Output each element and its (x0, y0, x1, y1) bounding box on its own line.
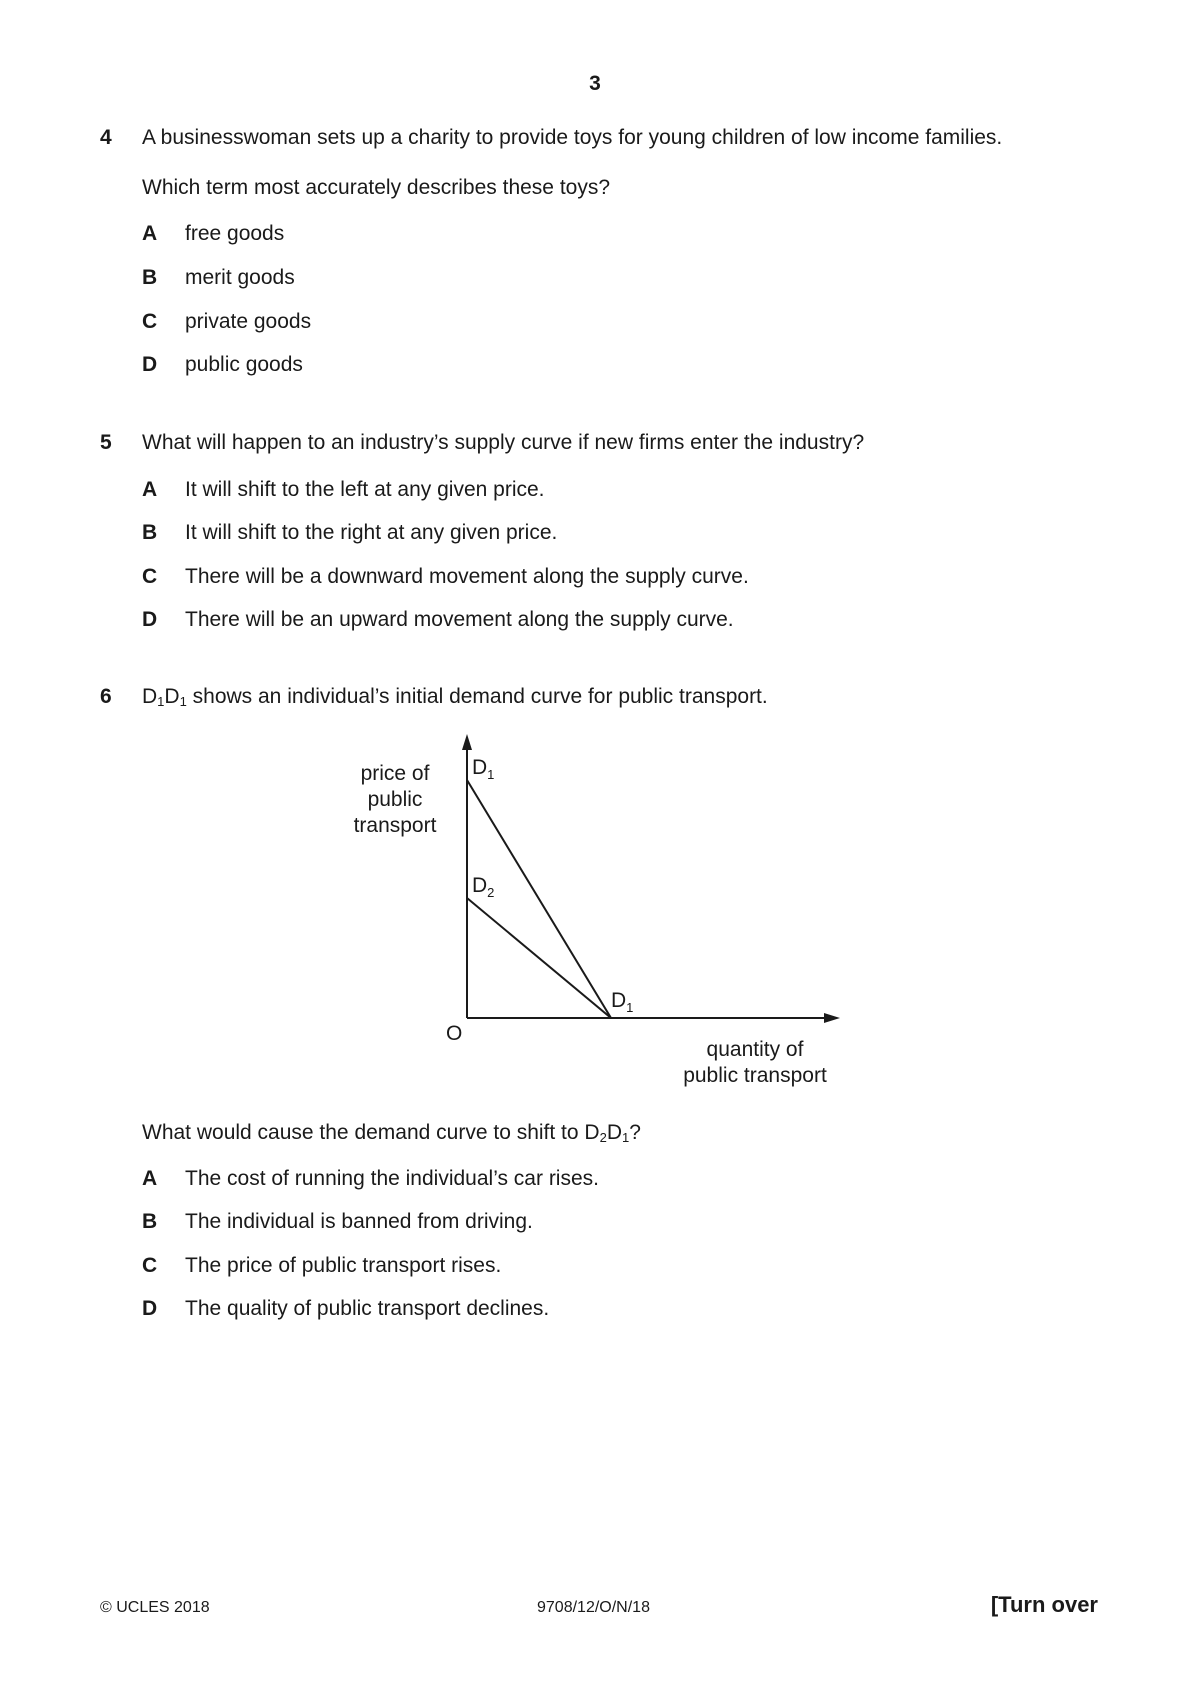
question-4-option-a-letter: A (142, 222, 158, 245)
y-axis-label-line-3: transport (353, 814, 437, 837)
stem-subscript: 1 (179, 694, 187, 709)
question-4-option-b-text: merit goods (185, 266, 295, 289)
y-axis-arrowhead (462, 734, 472, 750)
question-6-option-b-letter: B (142, 1210, 158, 1233)
footer-copyright: © UCLES 2018 (100, 1599, 210, 1616)
prompt-subscript: 2 (599, 1130, 607, 1145)
prompt-d-symbol: D (606, 1121, 622, 1144)
prompt-question-mark: ? (629, 1121, 641, 1144)
y-axis-label-line-1: price of (360, 762, 430, 785)
page-number: 3 (589, 72, 601, 95)
question-6-option-a-letter: A (142, 1167, 158, 1190)
origin-label: O (446, 1022, 463, 1045)
x-axis-label-line-2: public transport (683, 1064, 827, 1087)
question-5-option-c-text: There will be a downward movement along the supply curve. (185, 565, 749, 588)
d2-label: $D_2$ (472, 874, 495, 900)
question-6-option-d-letter: D (142, 1297, 158, 1320)
question-5-option-a-letter: A (142, 478, 158, 501)
stem-subscript: 1 (157, 694, 165, 709)
question-6-option-a-text: The cost of running the individual’s car rises. (185, 1167, 599, 1190)
stem-text: shows an individual’s initial demand curve for public transport. (186, 685, 768, 708)
prompt-text: What would cause the demand curve to shift to D (142, 1121, 600, 1144)
d1-top-label: $D_1$ (472, 756, 495, 782)
question-4-option-c-letter: C (142, 310, 158, 333)
question-6-prompt (142, 1121, 641, 1145)
question-4-number: 4 (100, 126, 112, 149)
question-5-option-b-text: It will shift to the right at any given price. (185, 521, 558, 544)
question-6-option-c-text: The price of public transport rises. (185, 1254, 502, 1277)
demand-curve-d2d1 (467, 898, 611, 1018)
question-4-option-c-text: private goods (185, 310, 312, 333)
question-4-option-d-letter: D (142, 353, 158, 376)
prompt-subscript: 1 (621, 1130, 630, 1145)
stem-d-symbol: D (164, 685, 180, 708)
question-4-option-a-text: free goods (185, 222, 285, 245)
question-5-option-d-letter: D (142, 608, 158, 631)
y-axis-label-line-2: public (367, 788, 423, 811)
x-axis-label-line-1: quantity of (706, 1038, 804, 1061)
question-4-option-d-text: public goods (185, 353, 303, 376)
question-6-option-b-text: The individual is banned from driving. (185, 1210, 533, 1233)
question-4-prompt: Which term most accurately describes these toys? (142, 176, 611, 199)
x-axis-arrowhead (824, 1013, 840, 1023)
question-5-option-b-letter: B (142, 521, 158, 544)
question-6-option-c-letter: C (142, 1254, 158, 1277)
question-5-option-c-letter: C (142, 565, 158, 588)
turn-over-label: [Turn over (990, 1592, 1098, 1617)
question-4-stem: A businesswoman sets up a charity to provide toys for young children of low income families. (142, 126, 1003, 149)
question-6-number: 6 (100, 685, 112, 708)
question-4-option-b-letter: B (142, 266, 158, 289)
d1-bottom-label: $D_1$ (611, 989, 634, 1015)
question-5-option-a-text: It will shift to the left at any given price. (185, 478, 545, 501)
question-5-option-d-text: There will be an upward movement along the supply curve. (185, 608, 734, 631)
question-5-stem: What will happen to an industry’s supply curve if new firms enter the industry? (142, 431, 865, 454)
question-6-option-d-text: The quality of public transport declines. (185, 1297, 550, 1320)
stem-d-symbol: D (142, 685, 158, 708)
footer-paper-code: 9708/12/O/N/18 (537, 1599, 650, 1616)
question-5-number: 5 (100, 431, 112, 454)
